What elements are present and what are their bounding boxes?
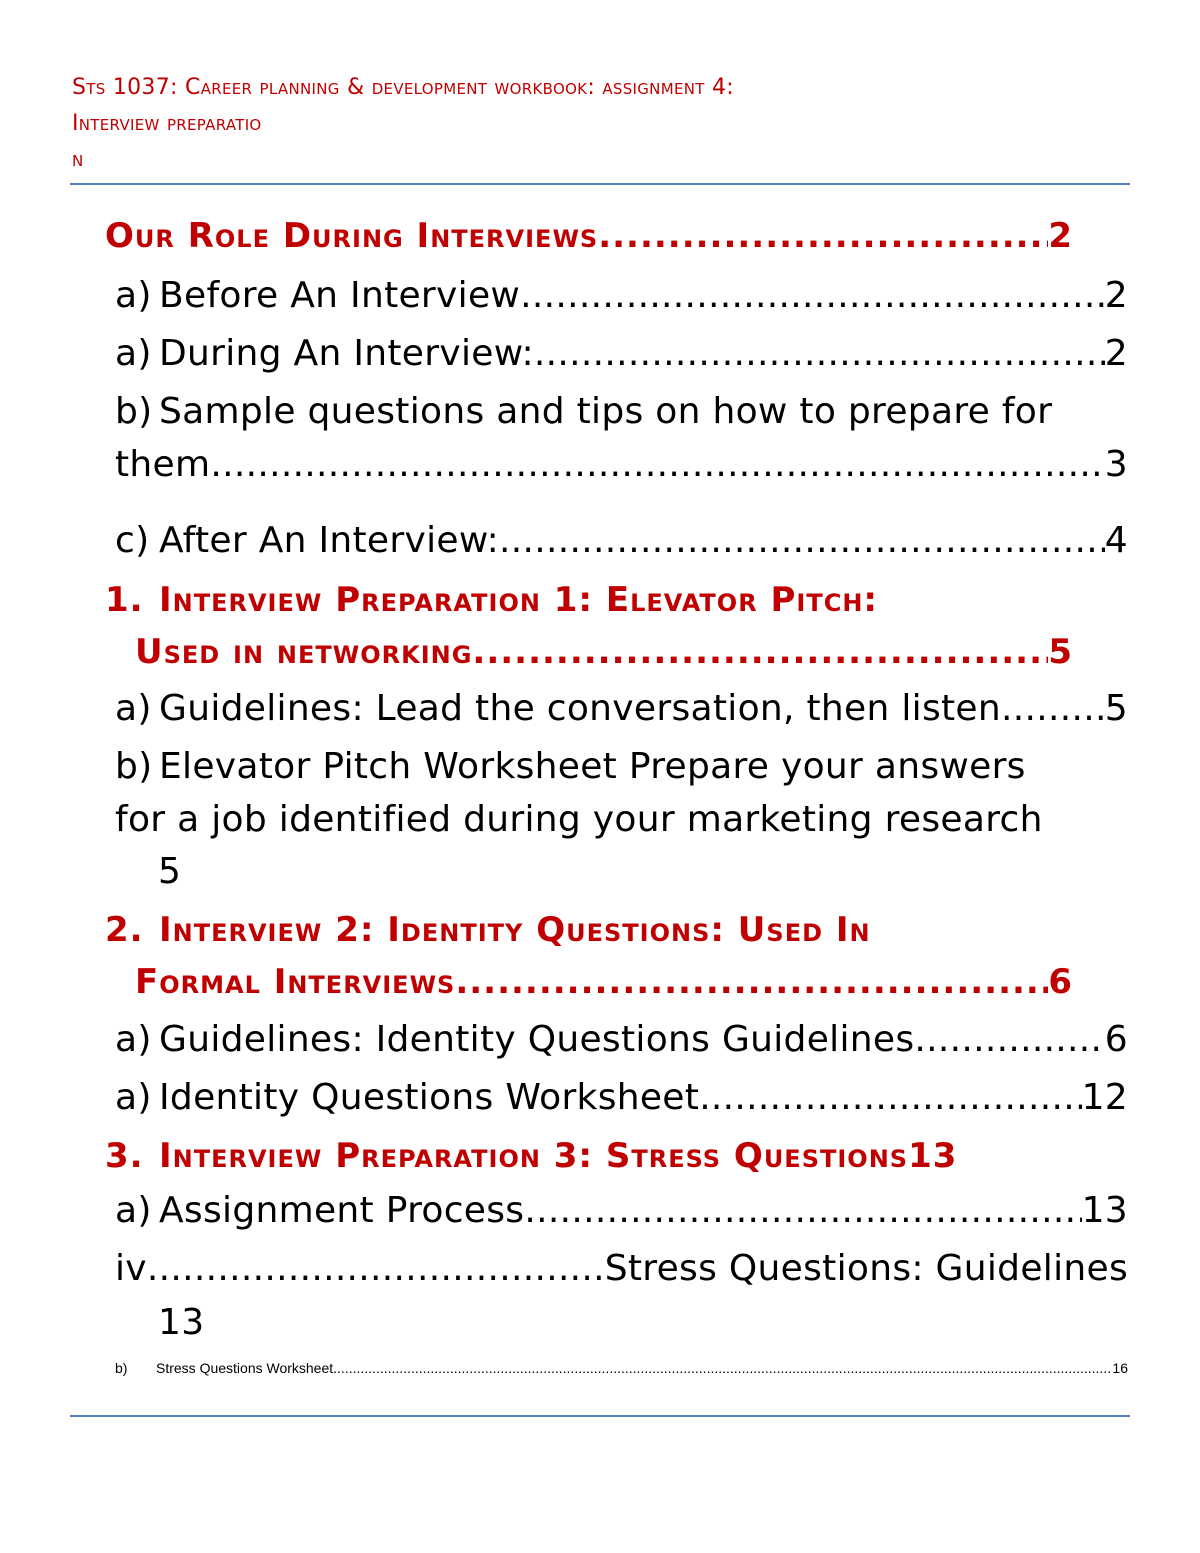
toc-marker: b) — [115, 746, 153, 787]
toc-entry-section-3iv[interactable] — [115, 1248, 1128, 1289]
toc-entry-section-1a[interactable] — [115, 688, 1128, 729]
leader-dots — [472, 632, 1048, 672]
toc-label: Interview Preparation 1: Elevator Pitch: — [159, 580, 879, 620]
leader-dots — [534, 333, 1105, 374]
toc-marker: b) — [115, 391, 153, 432]
toc-page: 13 — [908, 1136, 958, 1176]
toc-label: During An Interview: — [159, 333, 534, 374]
toc-marker: c) — [115, 520, 150, 561]
footer-rule — [70, 1415, 1130, 1417]
toc-entry-section-1b-line-2: for a job identified during your marketing research — [115, 799, 1043, 840]
toc-label: Guidelines: Lead the conversation, then listen — [159, 688, 1001, 729]
toc-marker: a) — [115, 688, 152, 729]
toc-label: them — [115, 444, 211, 485]
toc-page: 3 — [1104, 444, 1128, 485]
leader-dots — [699, 1077, 1081, 1118]
toc-entry-section-2-line-2[interactable] — [135, 962, 1073, 1002]
leader-dots — [147, 1248, 605, 1289]
toc-entry-our-role[interactable] — [105, 216, 1073, 256]
toc-entry-before[interactable] — [115, 275, 1128, 316]
toc-label: Before An Interview — [159, 275, 521, 316]
toc-page: 16 — [1112, 1360, 1128, 1376]
leader-dots — [520, 275, 1105, 316]
toc-page: 12 — [1081, 1077, 1128, 1118]
toc-marker: a) — [115, 1190, 152, 1231]
toc-page: 5 — [1104, 688, 1128, 729]
toc-label: Stress Questions: Guidelines — [604, 1248, 1128, 1289]
toc-label: Stress Questions Worksheet — [156, 1360, 334, 1376]
toc-entry-section-3[interactable] — [105, 1136, 1118, 1176]
toc-entry-section-1-line-1[interactable] — [105, 580, 1073, 620]
toc-entry-section-1b-line-1[interactable] — [115, 746, 1128, 787]
toc-label: After An Interview: — [159, 520, 500, 561]
toc-label: Interview 2: Identity Questions: Used In — [159, 910, 871, 950]
toc-entry-during[interactable] — [115, 333, 1128, 374]
section-number: 2. — [105, 910, 144, 950]
toc-marker: a) — [115, 333, 152, 374]
toc-marker: iv — [115, 1248, 147, 1289]
leader-dots — [914, 1019, 1104, 1060]
toc-marker: a) — [115, 1019, 152, 1060]
toc-page: 6 — [1048, 962, 1073, 1002]
toc-label: Guidelines: Identity Questions Guidelines — [159, 1019, 915, 1060]
section-number: 3. — [105, 1136, 144, 1176]
leader-dots — [598, 216, 1048, 256]
leader-dots — [524, 1190, 1081, 1231]
header-line-2: Interview preparatio — [72, 111, 262, 136]
leader-dots — [1001, 688, 1105, 729]
toc-entry-sample-line-1[interactable] — [115, 391, 1128, 432]
toc-label: Identity Questions Worksheet — [159, 1077, 700, 1118]
toc-label: Elevator Pitch Worksheet Prepare your answers — [159, 746, 1026, 787]
toc-entry-section-2-line-1[interactable] — [105, 910, 1073, 950]
toc-page: 4 — [1104, 520, 1128, 561]
leader-dots — [499, 520, 1105, 561]
toc-page: 2 — [1048, 216, 1073, 256]
leader-dots — [455, 962, 1048, 1002]
toc-label: Used in networking — [135, 632, 473, 672]
toc-entry-after[interactable] — [115, 520, 1128, 561]
toc-label: Our Role During Interviews — [105, 216, 599, 256]
page-header — [72, 70, 1132, 178]
section-number: 1. — [105, 580, 144, 620]
toc-page: 13 — [158, 1302, 205, 1343]
toc-page: 13 — [1081, 1190, 1128, 1231]
header-line-3: n — [72, 147, 84, 172]
toc-entry-sample-line-2[interactable] — [115, 444, 1128, 485]
toc-page: 5 — [1048, 632, 1073, 672]
toc-marker: b) — [115, 1360, 128, 1376]
toc-entry-section-2a[interactable] — [115, 1019, 1128, 1060]
toc-page: 2 — [1104, 333, 1128, 374]
toc-label: Assignment Process — [159, 1190, 525, 1231]
toc-entry-section-3b[interactable] — [115, 1360, 1128, 1376]
toc-label: Formal Interviews — [135, 962, 456, 1002]
leader-dots — [210, 444, 1104, 485]
toc-marker: a) — [115, 1077, 152, 1118]
toc-page: 5 — [158, 851, 182, 892]
toc-label: Interview Preparation 3: Stress Questions — [159, 1136, 909, 1176]
toc-page: 6 — [1104, 1019, 1128, 1060]
toc-entry-section-2b[interactable] — [115, 1077, 1128, 1118]
header-line-1: Sts 1037: Career planning & development workbook: assignment 4: — [72, 75, 735, 100]
leader-dots — [333, 1360, 1112, 1376]
toc-entry-section-3a[interactable] — [115, 1190, 1128, 1231]
header-rule — [70, 183, 1130, 185]
toc-entry-section-1-line-2[interactable] — [135, 632, 1073, 672]
toc-label: Sample questions and tips on how to prepare for — [159, 391, 1053, 432]
toc-page: 2 — [1104, 275, 1128, 316]
toc-marker: a) — [115, 275, 152, 316]
